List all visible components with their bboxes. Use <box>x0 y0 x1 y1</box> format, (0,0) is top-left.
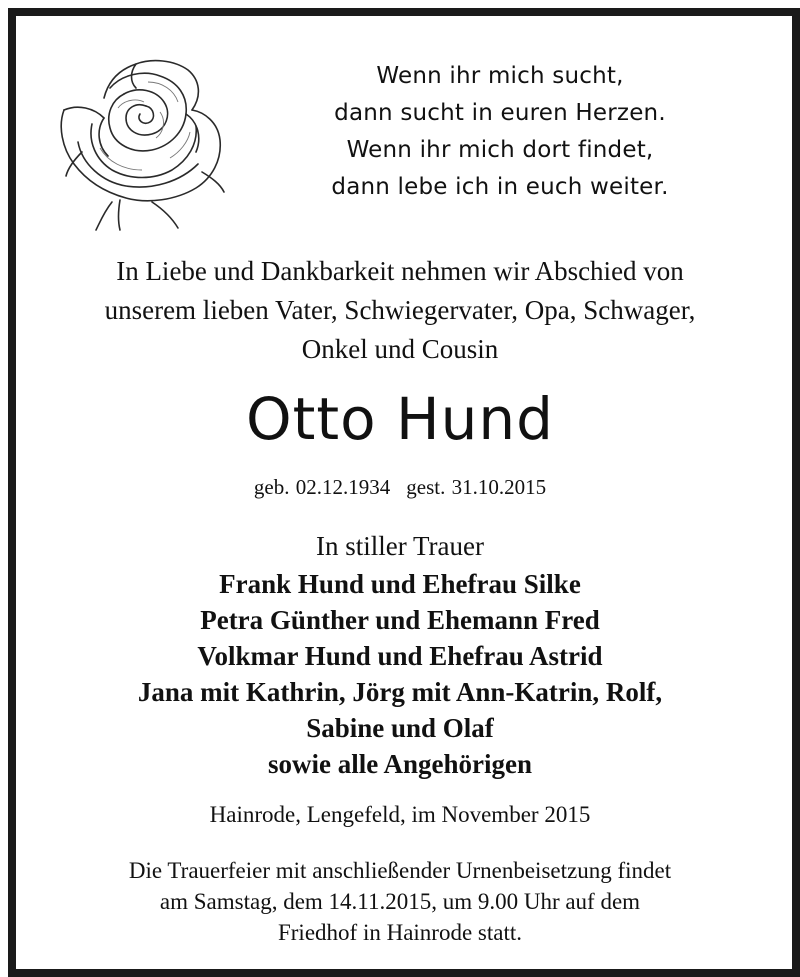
place-date: Hainrode, Lengefeld, im November 2015 <box>209 802 591 827</box>
family-line: Jana mit Kathrin, Jörg mit Ann-Katrin, Rolf, <box>137 677 663 707</box>
poem-line: dann sucht in euren Herzen. <box>334 100 666 126</box>
service-line: Friedhof in Hainrode statt. <box>277 920 522 945</box>
poem-line: Wenn ihr mich dort findet, <box>346 137 654 163</box>
poem-line: Wenn ihr mich sucht, <box>376 63 624 89</box>
birth-date: geb. 02.12.1934 <box>253 475 391 499</box>
intro-line: In Liebe und Dankbarkeit nehmen wir Abschied von <box>116 256 684 286</box>
intro-text <box>0 252 800 369</box>
family-line: sowie alle Angehörigen <box>268 749 532 779</box>
family-line: Petra Günther und Ehemann Fred <box>200 605 600 635</box>
family-line: Frank Hund und Ehefrau Silke <box>219 569 581 599</box>
poem <box>300 58 700 206</box>
intro-line: unserem lieben Vater, Schwiegervater, Opa, Schwager, <box>104 295 696 325</box>
rose-icon <box>52 52 234 232</box>
service-line: Die Trauerfeier mit anschließender Urnenbeisetzung findet <box>128 858 672 883</box>
death-date: gest. 31.10.2015 <box>406 475 547 499</box>
mourning-heading: In stiller Trauer <box>316 531 484 561</box>
family-line: Sabine und Olaf <box>306 713 494 743</box>
service-info <box>0 855 800 948</box>
family-line: Volkmar Hund und Ehefrau Astrid <box>197 641 603 671</box>
deceased-name: Otto Hund <box>245 385 554 453</box>
life-dates <box>0 474 800 500</box>
intro-line: Onkel und Cousin <box>301 334 499 364</box>
service-line: am Samstag, dem 14.11.2015, um 9.00 Uhr auf dem <box>159 889 641 914</box>
family-list <box>0 566 800 782</box>
poem-line: dann lebe ich in euch weiter. <box>331 174 669 200</box>
